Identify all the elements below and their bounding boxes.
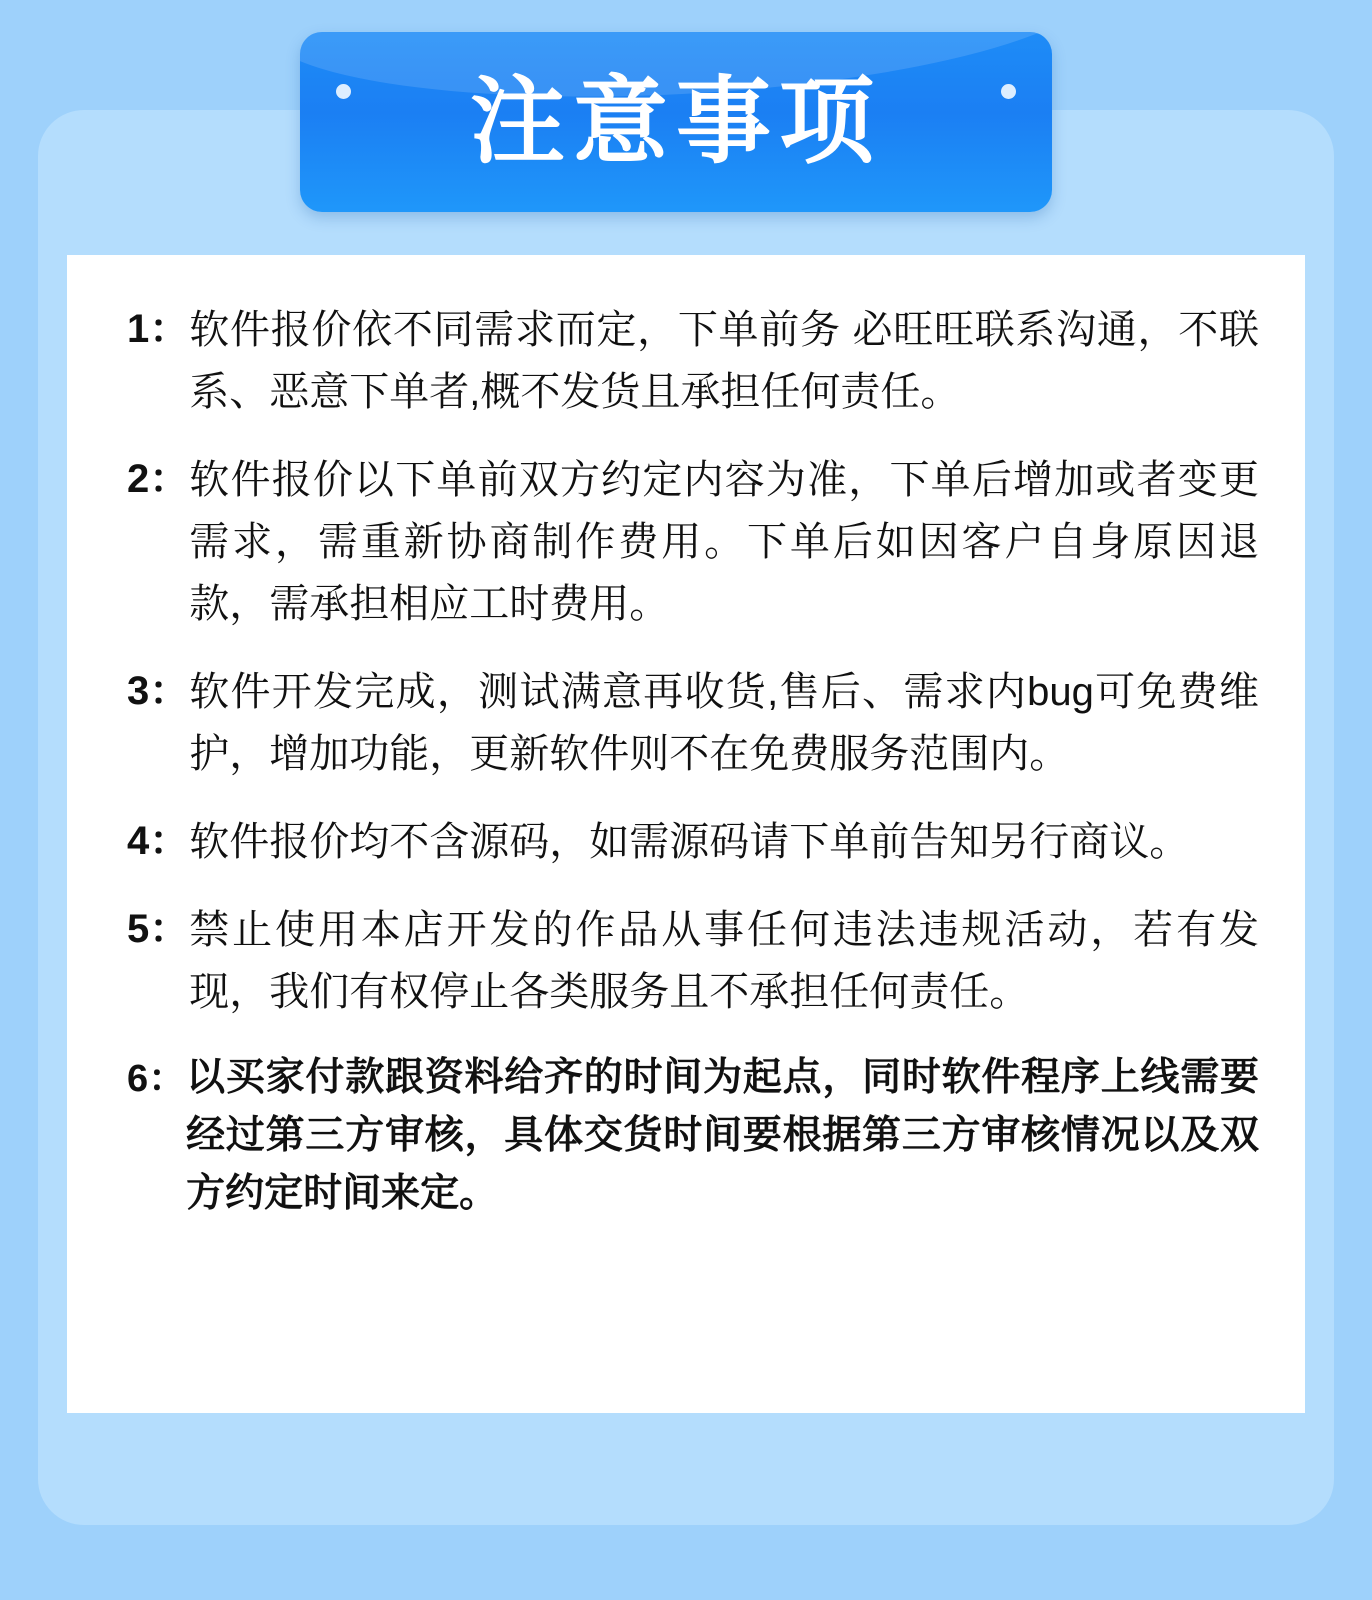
list-item — [127, 449, 1259, 635]
page-title: 注意事项 — [469, 69, 882, 175]
list-item-number: 5： — [127, 907, 190, 951]
list-item-text: 软件报价依不同需求而定，下单前务 必旺旺联系沟通，不联系、恶意下单者,概不发货且承担任何责任。 — [189, 308, 1259, 414]
list-item-text: 软件报价均不含源码，如需源码请下单前告知另行商议。 — [189, 820, 1190, 864]
title-plaque — [300, 32, 1052, 212]
list-item-text: 软件开发完成，测试满意再收货,售后、需求内bug可免费维护，增加功能，更新软件则不在免费服务范围内。 — [189, 670, 1259, 776]
notice-card — [67, 255, 1305, 1413]
list-item-text: 软件报价以下单前双方约定内容为准，下单后增加或者变更需求，需重新协商制作费用。下单后如因客户自身原因退款，需承担相应工时费用。 — [189, 458, 1259, 626]
list-item-number: 4： — [127, 819, 190, 863]
list-item — [127, 811, 1259, 873]
list-item-text: 以买家付款跟资料给齐的时间为起点，同时软件程序上线需要经过第三方审核，具体交货时间要根据第三方审核情况以及双方约定时间来定。 — [186, 1056, 1259, 1215]
list-item-number: 6： — [127, 1058, 187, 1100]
list-item-number: 3： — [127, 669, 190, 713]
list-item — [127, 899, 1259, 1023]
list-item — [127, 299, 1259, 423]
list-item-text: 禁止使用本店开发的作品从事任何违法违规活动，若有发现，我们有权停止各类服务且不承担任何责任。 — [189, 908, 1259, 1014]
list-item — [127, 1049, 1259, 1223]
list-item-number: 1： — [127, 307, 190, 351]
list-item-number: 2： — [127, 457, 190, 501]
list-item — [127, 661, 1259, 785]
